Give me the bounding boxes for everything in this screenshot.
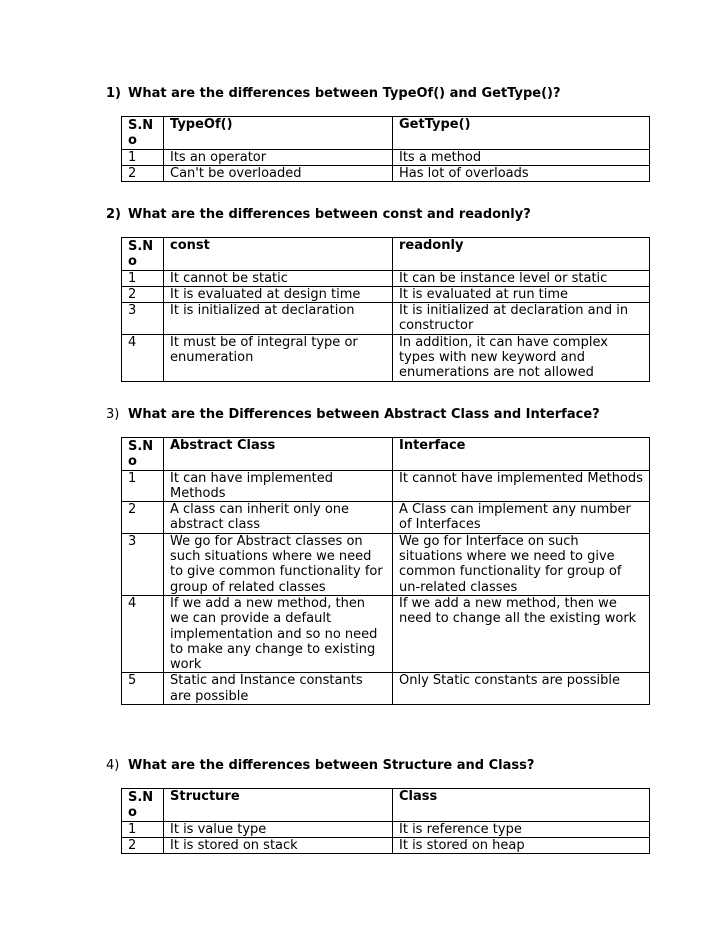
cell-sno: 4	[122, 334, 164, 381]
question-number: 2)	[106, 207, 121, 222]
cell-col-a: Can't be overloaded	[164, 165, 393, 181]
question-3-heading	[106, 407, 600, 423]
table-row	[122, 286, 650, 302]
cell-col-a: It must be of integral type or enumeration	[164, 334, 393, 381]
cell-sno: 1	[122, 821, 164, 837]
header-sno: S.No	[122, 789, 164, 822]
header-sno: S.No	[122, 238, 164, 271]
cell-col-a: It is value type	[164, 821, 393, 837]
table-row	[122, 533, 650, 595]
cell-sno: 1	[122, 470, 164, 502]
cell-sno: 2	[122, 837, 164, 853]
cell-sno: 2	[122, 502, 164, 534]
question-number: 1)	[106, 86, 121, 101]
cell-col-b: It is evaluated at run time	[393, 286, 650, 302]
question-4-heading	[106, 758, 534, 774]
cell-col-b: In addition, it can have complex types with new keyword and enumerations are not allowed	[393, 334, 650, 381]
header-col-a: Structure	[164, 789, 393, 822]
question-title: What are the differences between TypeOf() and GetType()?	[128, 86, 561, 101]
question-1-heading	[106, 86, 561, 102]
cell-col-b: If we add a new method, then we need to change all the existing work	[393, 595, 650, 672]
cell-col-a: Its an operator	[164, 149, 393, 165]
question-2-heading	[106, 207, 531, 223]
header-col-a: TypeOf()	[164, 117, 393, 150]
cell-col-a: It is initialized at declaration	[164, 303, 393, 335]
comparison-table-1	[121, 116, 650, 182]
header-col-b: Interface	[393, 438, 650, 471]
question-title: What are the differences between const and readonly?	[128, 207, 531, 222]
cell-col-a: We go for Abstract classes on such situations where we need to give common functionality for group of related classes	[164, 533, 393, 595]
table-row	[122, 334, 650, 381]
cell-sno: 2	[122, 165, 164, 181]
cell-sno: 1	[122, 149, 164, 165]
header-col-b: Class	[393, 789, 650, 822]
table-row	[122, 165, 650, 181]
question-number: 3)	[106, 407, 120, 422]
header-sno: S.No	[122, 438, 164, 471]
table-row	[122, 149, 650, 165]
question-number: 4)	[106, 758, 120, 773]
comparison-table-4	[121, 788, 650, 854]
cell-sno: 3	[122, 303, 164, 335]
cell-col-b: A Class can implement any number of Interfaces	[393, 502, 650, 534]
question-title: What are the differences between Structure and Class?	[128, 758, 535, 773]
table-row	[122, 502, 650, 534]
comparison-table-3	[121, 437, 650, 705]
cell-sno: 2	[122, 286, 164, 302]
table-header-row	[122, 117, 650, 150]
cell-sno: 1	[122, 270, 164, 286]
table-row	[122, 270, 650, 286]
cell-col-a: It is stored on stack	[164, 837, 393, 853]
table-row	[122, 673, 650, 705]
cell-col-a: It can have implemented Methods	[164, 470, 393, 502]
cell-col-a: A class can inherit only one abstract class	[164, 502, 393, 534]
cell-sno: 4	[122, 595, 164, 672]
cell-col-b: It is stored on heap	[393, 837, 650, 853]
header-col-b: GetType()	[393, 117, 650, 150]
cell-col-a: If we add a new method, then we can provide a default implementation and so no need to make any change to existing work	[164, 595, 393, 672]
table-row	[122, 303, 650, 335]
header-col-b: readonly	[393, 238, 650, 271]
cell-col-b: It is initialized at declaration and in constructor	[393, 303, 650, 335]
comparison-table-2	[121, 237, 650, 382]
cell-col-a: Static and Instance constants are possible	[164, 673, 393, 705]
cell-col-b: We go for Interface on such situations where we need to give common functionality for group of un-related classes	[393, 533, 650, 595]
cell-col-a: It is evaluated at design time	[164, 286, 393, 302]
cell-col-b: Only Static constants are possible	[393, 673, 650, 705]
cell-col-b: It can be instance level or static	[393, 270, 650, 286]
cell-sno: 3	[122, 533, 164, 595]
table-row	[122, 470, 650, 502]
cell-sno: 5	[122, 673, 164, 705]
table-header-row	[122, 238, 650, 271]
table-header-row	[122, 438, 650, 471]
cell-col-a: It cannot be static	[164, 270, 393, 286]
question-title: What are the Differences between Abstract Class and Interface?	[128, 407, 600, 422]
table-row	[122, 821, 650, 837]
header-col-a: const	[164, 238, 393, 271]
table-row	[122, 595, 650, 672]
cell-col-b: It cannot have implemented Methods	[393, 470, 650, 502]
cell-col-b: Its a method	[393, 149, 650, 165]
table-row	[122, 837, 650, 853]
cell-col-b: It is reference type	[393, 821, 650, 837]
header-sno: S.No	[122, 117, 164, 150]
header-col-a: Abstract Class	[164, 438, 393, 471]
cell-col-b: Has lot of overloads	[393, 165, 650, 181]
table-header-row	[122, 789, 650, 822]
